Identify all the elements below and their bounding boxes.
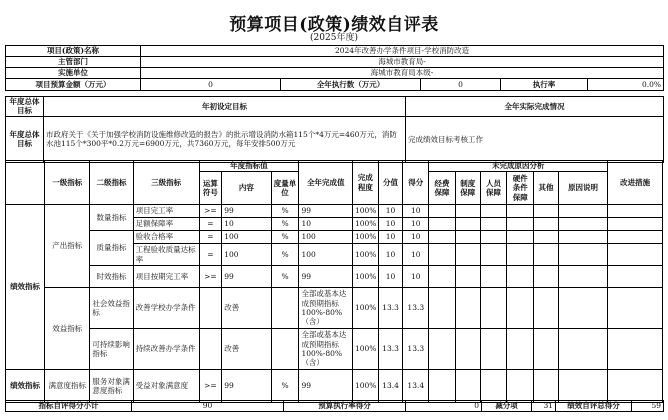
actual-completion-header: 全年实际完成情况 (406, 97, 664, 117)
overall-goal-label: 年度总体目标 (6, 97, 44, 117)
header-reason-system: 制度保障 (455, 172, 480, 205)
row-l2: 社会效益指标 (90, 288, 133, 329)
header-completion: 完成程度 (352, 161, 378, 205)
row-op: = (199, 244, 222, 266)
row-value: 13.4 (378, 370, 403, 403)
budget-label: 项目预算金额（万元） (6, 79, 141, 91)
table-row (6, 205, 663, 218)
actual-completion-text: 完成绩效目标考核工作 (406, 116, 664, 162)
row-unit: % (271, 370, 299, 403)
row-done: 全部或基本达成预期指标100%-80%（含） (299, 288, 353, 329)
row-content: 100 (222, 231, 271, 244)
header-annual-done: 全年完成值 (299, 161, 353, 205)
row-op: >= (199, 370, 222, 403)
row-degree: 100% (352, 329, 378, 370)
header-annual-value: 年度指标值 (199, 161, 299, 172)
row-value: 10 (378, 205, 403, 218)
row-unit: % (271, 205, 299, 218)
dept-label: 主管部门 (6, 57, 141, 68)
exec-rate-value: 0.0% (588, 79, 664, 91)
header-reason-other: 其他 (534, 172, 559, 205)
header-reason-hardware: 硬件条件保障 (507, 172, 534, 205)
row-degree: 100% (352, 370, 378, 403)
overall-goal-label-2: 年度总体目标 (6, 116, 44, 162)
group-output-label: 产出指标 (45, 205, 90, 288)
header-reasons: 未完成原因分析 (429, 161, 608, 172)
total-label: 绩效自评总得分 (556, 401, 632, 412)
table-row (6, 266, 663, 288)
row-degree: 100% (352, 231, 378, 244)
header-blank (6, 161, 45, 205)
initial-goal-text: 市政府关于《关于加强学校消防设施维修改造的报告》的批示增设消防水箱115个*4万元=460万元，消防水池115个*300平*0.2万元=6900万元，共7360万元，每年安排500万元 (44, 116, 406, 162)
row-unit: % (271, 218, 299, 231)
exec-amount-value: 0 (421, 79, 501, 91)
row-degree: 100% (352, 218, 378, 231)
header-unit: 度量单位 (271, 172, 299, 205)
header-reason-econ: 经费保障 (429, 172, 456, 205)
row-done: 10 (299, 218, 353, 231)
exec-amount-label: 全年执行数（万元） (281, 79, 421, 91)
summary-row (6, 401, 664, 412)
annual-goals-table (5, 96, 664, 163)
indicators-header-row-1 (6, 161, 663, 172)
row-l3: 项目按期完工率 (133, 266, 199, 288)
deduction-label: 减分项 (482, 401, 532, 412)
goals-header-row (6, 97, 664, 117)
row-score: 13.3 (403, 288, 429, 329)
row-op (199, 288, 222, 329)
header-level3: 三级指标 (133, 161, 199, 205)
row-score: 10 (403, 231, 429, 244)
row-op (199, 329, 222, 370)
budget-row (6, 79, 664, 91)
deduction-value: 31 (532, 401, 556, 412)
row-unit (271, 288, 299, 329)
row-value: 10 (378, 231, 403, 244)
header-score: 得分 (403, 161, 429, 205)
row-unit: % (271, 244, 299, 266)
row-value: 10 (378, 266, 403, 288)
header-reason-desc: 原因说明 (558, 172, 607, 205)
row-l3: 受益对象满意度 (133, 370, 199, 403)
row-score: 10 (403, 205, 429, 218)
page-title: 预算项目(政策)绩效自评表 (229, 15, 439, 35)
unit-row (6, 68, 664, 79)
row-value: 10 (378, 218, 403, 231)
row-degree: 100% (352, 244, 378, 266)
budget-value: 0 (141, 79, 281, 91)
table-row (6, 231, 663, 244)
row-degree: 100% (352, 205, 378, 218)
project-name-label: 项目(政策)名称 (6, 46, 141, 57)
subtotal-value: 90 (132, 401, 284, 412)
header-score-value: 分值 (378, 161, 403, 205)
row-score: 13.3 (403, 329, 429, 370)
group-satisfaction-label: 满意度指标 (45, 370, 90, 403)
row-score: 13.4 (403, 370, 429, 403)
table-row (6, 329, 663, 370)
row-content: 99 (222, 266, 271, 288)
initial-goal-header: 年初设定目标 (44, 97, 406, 117)
project-name-row (6, 46, 664, 57)
row-content: 改善 (222, 288, 271, 329)
row-l3: 项目完工率 (133, 205, 199, 218)
row-l3: 改善学校办学条件 (133, 288, 199, 329)
header-reason-staff: 人员保障 (480, 172, 507, 205)
header-level1: 一级指标 (45, 161, 90, 205)
row-done: 100 (299, 244, 353, 266)
row-l3: 持续改善办学条件 (133, 329, 199, 370)
row-content: 99 (222, 370, 271, 403)
row-value: 10 (378, 244, 403, 266)
header-content: 内容 (222, 172, 271, 205)
row-op: >= (199, 205, 222, 218)
row-content: 改善 (222, 329, 271, 370)
row-l2: 可持续影响指标 (90, 329, 133, 370)
table-row (6, 370, 663, 403)
row-l2: 时效指标 (90, 266, 133, 288)
header-measures: 改进措施 (608, 161, 663, 205)
unit-value: 海城市教育局本级- (141, 68, 664, 79)
row-content: 99 (222, 205, 271, 218)
header-level2: 二级指标 (90, 161, 133, 205)
indicators-section-label: 绩效指标 (6, 205, 45, 370)
exec-score-label: 预算执行率得分 (284, 401, 406, 412)
row-done: 全部或基本达成预期指标100%-80%（含） (299, 329, 353, 370)
exec-rate-label: 执行率 (501, 79, 588, 91)
row-op: >= (199, 266, 222, 288)
row-score: 10 (403, 266, 429, 288)
row-value: 13.3 (378, 329, 403, 370)
row-done: 99 (299, 370, 353, 403)
project-info-table (5, 45, 664, 91)
goals-content-row (6, 116, 664, 162)
group-benefit-label: 效益指标 (45, 288, 90, 370)
row-unit: % (271, 266, 299, 288)
row-degree: 100% (352, 266, 378, 288)
row-done: 99 (299, 205, 353, 218)
row-l3: 足额保障率 (133, 218, 199, 231)
header-op: 运算符号 (199, 172, 222, 205)
row-content: 10 (222, 218, 271, 231)
table-row (6, 288, 663, 329)
row-degree: 100% (352, 288, 378, 329)
report-header (0, 0, 668, 46)
exec-score-value: 0 (406, 401, 482, 412)
dept-row (6, 57, 664, 68)
row-l2: 数量指标 (90, 205, 133, 231)
row-done: 99 (299, 266, 353, 288)
total-value: 59 (632, 401, 664, 412)
row-score: 10 (403, 218, 429, 231)
project-name-value: 2024年改善办学条件项目-学校消防改造 (141, 46, 664, 57)
row-l2: 质量指标 (90, 231, 133, 266)
row-score: 10 (403, 244, 429, 266)
row-unit (271, 329, 299, 370)
unit-label: 实施单位 (6, 68, 141, 79)
row-op: = (199, 231, 222, 244)
row-l2: 服务对象满意度指标 (90, 370, 133, 403)
row-done: 100 (299, 231, 353, 244)
row-l3: 验收合格率 (133, 231, 199, 244)
group-satisfaction-l1: 绩效指标 (6, 370, 45, 403)
row-value: 13.3 (378, 288, 403, 329)
row-content: 100 (222, 244, 271, 266)
dept-value: 海城市教育局- (141, 57, 664, 68)
report-year: (2025年度) (310, 33, 358, 43)
subtotal-label: 指标自评得分小计 (6, 401, 132, 412)
row-l3: 工程验收质量达标率 (133, 244, 199, 266)
row-op: = (199, 218, 222, 231)
score-summary-table (5, 400, 664, 412)
row-unit: % (271, 231, 299, 244)
indicators-table (5, 160, 663, 403)
